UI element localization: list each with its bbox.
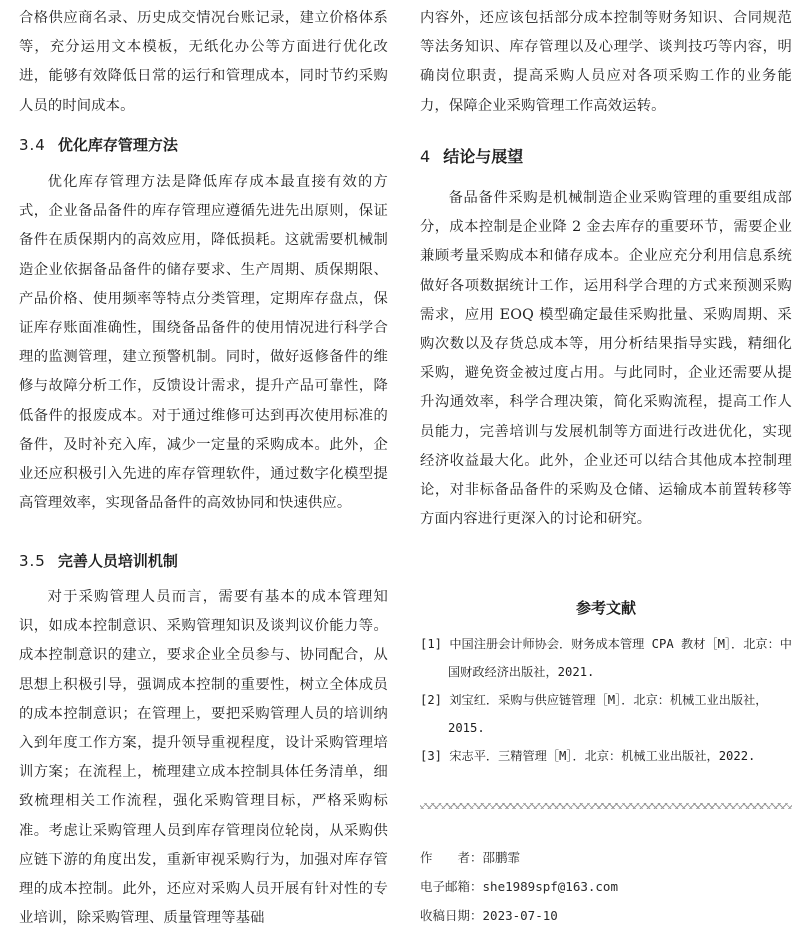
section-number: 4	[420, 147, 432, 166]
date-label: 收稿日期：	[420, 908, 483, 923]
section-number: 3.5	[19, 552, 46, 570]
section-4-heading	[420, 146, 523, 168]
paragraph-personnel-training: 对于采购管理人员而言，需要有基本的成本管理知识，如成本控制意识、采购管理知识及谈判议价能力等。成本控制意识的建立，要求企业全员参与、协同配合，从思想上积极引导，强调成本控制的重要性，树立全体成员的成本控制意识；在管理上，要把采购管理人员的培训纳入到年度工作方案，提升领导重视程度，设计采购管理培训方案；在流程上，梳理建立成本控制具体任务清单，细致梳理相关工作流程，强化采购管理目标，严格采购标准。考虑让采购管理人员到库存管理岗位轮岗，从采购供应链下游的角度出发，重新审视采购行为，加强对库存管理的成本控制。此外，还应对采购人员开展有针对性的专业培训，除采购管理、质量管理等基础	[19, 589, 388, 927]
email-line	[420, 872, 792, 901]
reference-item: [2] 刘宝红．采购与供应链管理［M］．北京：机械工业出版社，2015.	[420, 693, 768, 735]
section-title: 优化库存管理方法	[57, 136, 178, 154]
paragraph-conclusion: 备品备件采购是机械制造企业采购管理的重要组成部分，成本控制是企业降 2 金去库存的重要环节，需要企业兼顾考量采购成本和储存成本。企业应充分利用信息系统做好各项数据统计工作，运用科学合理的方式来预测采购需求，应用 EOQ 模型确定最佳采购批量、采购周期、采购次数以及存货总成本等，用分析结果指导实践，精细化采购，避免资金被过度占用。与此同时，企业还需要从提升沟通效率，科学合理决策，简化采购流程，提高工作人员能力，完善培训与发展机制等方面进行改进优化，实现经济收益最大化。此外，企业还可以结合其他成本控制理论，对非标备品备件的采购及仓储、运输成本前置转移等方面内容进行更深入的讨论和研究。	[420, 190, 792, 528]
references-list	[420, 630, 792, 770]
received-date-line	[420, 901, 792, 930]
section-title: 结论与展望	[443, 147, 524, 166]
email-address: she1989spf@163.com	[482, 879, 618, 894]
reference-item: [1] 中国注册会计师协会．财务成本管理 CPA 教材［M］．北京：中国财政经济出版社，2021.	[420, 637, 792, 679]
paragraph-inventory-management: 优化库存管理方法是降低库存成本最直接有效的方式，企业备品备件的库存管理应遵循先进先出原则，保证备件在质保期内的高效应用，降低损耗。这就需要机械制造企业依据备品备件的储存要求、生产周期、质保期限、产品价格、使用频率等特点分类管理，定期库存盘点，保证库存账面准确性，围绕备品备件的使用情况进行科学合理的监测管理，建立预警机制。同时，做好返修备件的维修与故障分析工作，反馈设计需求，提升产品可靠性，降低备件的报废成本。对于通过维修可达到再次使用标准的备件，及时补充入库，减少一定量的采购成本。此外，企业还应积极引入先进的库存管理软件，通过数字化模型提高管理效率，实现备品备件的高效协同和快速供应。	[19, 174, 388, 512]
email-label: 电子邮箱：	[420, 879, 483, 894]
author-line	[420, 843, 792, 872]
section-3-5-heading	[19, 550, 178, 572]
section-3-4-heading	[19, 134, 178, 156]
paragraph-procurement-cost: 合格供应商名录、历史成交情况台账记录，建立价格体系等，充分运用文本模板，无纸化办公等方面进行优化改进，能够有效降低日常的运行和管理成本，同时节约采购人员的时间成本。	[19, 10, 388, 114]
references-title: 参考文献	[575, 599, 636, 617]
section-title: 完善人员培训机制	[57, 552, 178, 570]
ornamental-divider	[420, 803, 792, 809]
reference-item: [3] 宋志平．三精管理［M］．北京：机械工业出版社，2022.	[420, 749, 756, 763]
author-name: 邵鹏霏	[482, 850, 521, 865]
received-date: 2023-07-10	[482, 908, 558, 923]
paragraph-training-continued: 内容外，还应该包括部分成本控制等财务知识、合同规范等法务知识、库存管理以及心理学、谈判技巧等内容，明确岗位职责，提高采购人员应对各项采购工作的业务能力，保障企业采购管理工作高效运转。	[420, 10, 792, 114]
author-label: 作 者：	[420, 850, 483, 865]
section-number: 3.4	[19, 136, 46, 154]
author-info	[420, 843, 792, 930]
